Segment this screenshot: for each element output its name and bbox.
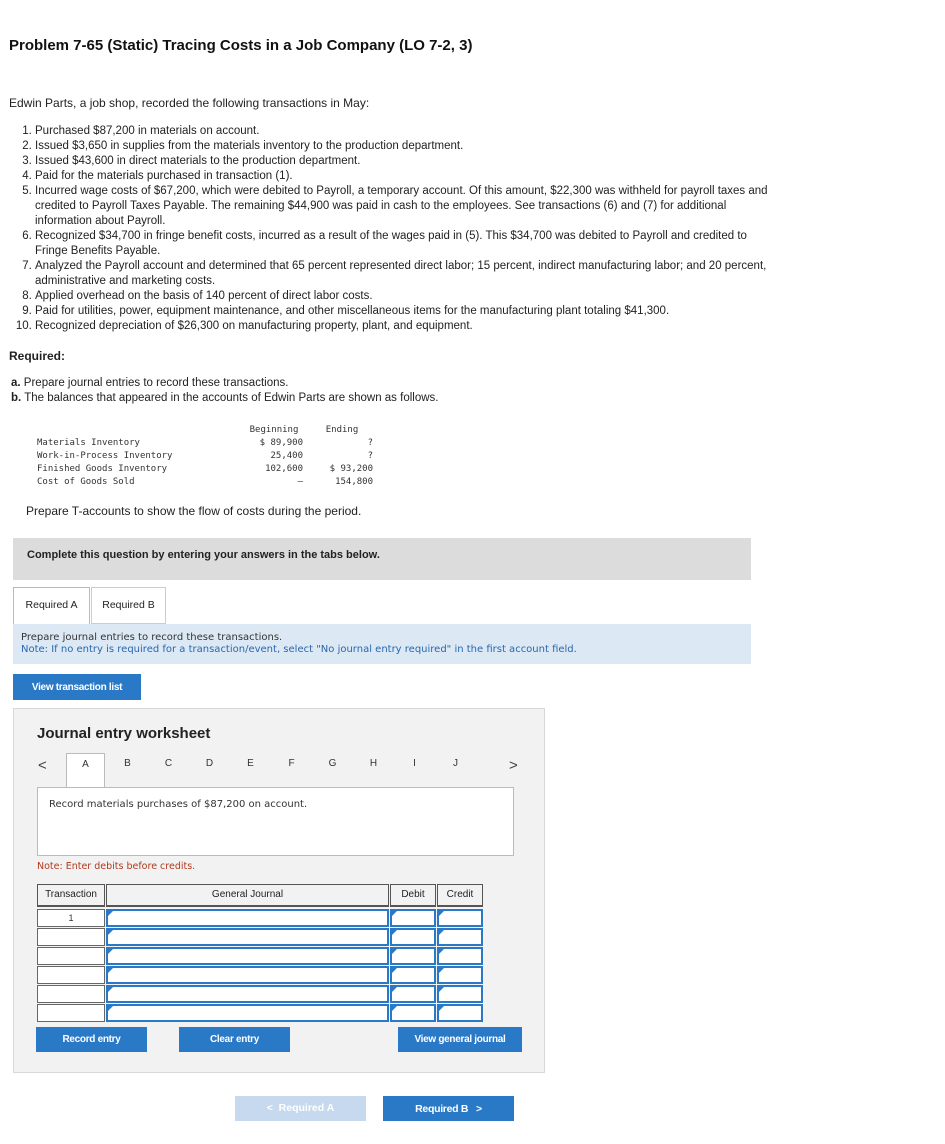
next-entry-icon[interactable]: >	[509, 757, 518, 774]
balance-account: Finished Goods Inventory	[37, 463, 168, 474]
requirement-a-text: Prepare journal entries to record these transactions.	[23, 377, 289, 389]
chevron-right-icon: >	[476, 1102, 482, 1115]
problem-title: Problem 7-65 (Static) Tracing Costs in a Job Company (LO 7-2, 3)	[9, 37, 473, 54]
view-transaction-list-button[interactable]: View transaction list	[13, 674, 141, 700]
debit-input[interactable]	[390, 947, 436, 965]
account-select[interactable]	[106, 1004, 389, 1022]
worksheet-title: Journal entry worksheet	[37, 725, 211, 742]
view-general-journal-button[interactable]: View general journal	[398, 1027, 522, 1052]
balance-row	[33, 436, 377, 449]
transaction-item: 5. Incurred wage costs of $67,200, which were debited to Payroll, a temporary account. Of this amount, $22,300 was withheld for payroll taxes and credited to Payroll Taxes Payable. The remaining $44,900 was paid in cash to the employees. See transactions (6) and (7) for additional information about Payroll.	[35, 184, 775, 229]
required-heading: Required:	[9, 349, 66, 363]
requirement-b	[11, 392, 438, 404]
balance-row	[33, 449, 377, 462]
chevron-left-icon: <	[266, 1102, 273, 1114]
transaction-number	[37, 985, 105, 1003]
account-select[interactable]	[106, 928, 389, 946]
journal-worksheet	[13, 708, 545, 1073]
credit-input[interactable]	[437, 909, 483, 927]
taccounts-text: Prepare T-accounts to show the flow of costs during the period.	[26, 504, 362, 518]
instructions-bar	[13, 538, 751, 580]
clear-entry-button[interactable]: Clear entry	[179, 1027, 290, 1052]
transaction-number	[37, 928, 105, 946]
balance-beginning: 25,400	[270, 450, 303, 461]
account-select[interactable]	[106, 985, 389, 1003]
entry-tab-f[interactable]: F	[288, 758, 295, 769]
tab-required-a[interactable]: Required A	[13, 587, 90, 624]
col-beginning: Beginning	[249, 424, 299, 435]
requirement-a-label: a.	[11, 377, 21, 389]
transaction-number	[37, 966, 105, 984]
balance-account: Cost of Goods Sold	[37, 476, 135, 487]
balance-ending: ?	[367, 450, 373, 461]
transaction-item: 3. Issued $43,600 in direct materials to the production department.	[35, 154, 775, 169]
account-select[interactable]	[106, 966, 389, 984]
entry-tab-j[interactable]: J	[453, 758, 458, 769]
transaction-item: 2. Issued $3,650 in supplies from the materials inventory to the production department.	[35, 139, 775, 154]
balance-beginning: $ 89,900	[259, 437, 303, 448]
col-ending: Ending	[325, 424, 359, 435]
credit-input[interactable]	[437, 928, 483, 946]
balance-beginning: –	[297, 476, 303, 487]
entry-tab-a[interactable]: A	[66, 753, 105, 788]
transaction-item: 8. Applied overhead on the basis of 140 percent of direct labor costs.	[35, 289, 775, 304]
header-general-journal: General Journal	[106, 884, 389, 907]
transaction-number: 1	[37, 909, 105, 927]
next-required-b-label: Required B	[415, 1102, 469, 1115]
entry-letter-tabs	[64, 753, 476, 788]
header-credit: Credit	[437, 884, 483, 907]
transaction-item: 1. Purchased $87,200 in materials on account.	[35, 124, 775, 139]
entry-tab-g[interactable]: G	[328, 758, 337, 769]
header-debit: Debit	[390, 884, 436, 907]
debits-note: Note: Enter debits before credits.	[37, 861, 196, 872]
balance-row	[33, 475, 377, 488]
tab-required-b[interactable]: Required B	[91, 587, 166, 624]
account-select[interactable]	[106, 947, 389, 965]
debit-input[interactable]	[390, 909, 436, 927]
credit-input[interactable]	[437, 1004, 483, 1022]
header-transaction: Transaction	[37, 884, 105, 907]
balance-account: Work-in-Process Inventory	[37, 450, 173, 461]
balances-table	[33, 423, 377, 488]
transaction-number	[37, 947, 105, 965]
balance-ending: 154,800	[335, 476, 373, 487]
prev-required-a-button[interactable]	[235, 1096, 366, 1121]
transactions-list	[9, 124, 775, 334]
requirement-a	[11, 377, 288, 389]
entry-description-box	[37, 787, 514, 856]
entry-tab-i[interactable]: I	[413, 758, 416, 769]
credit-input[interactable]	[437, 966, 483, 984]
transaction-item: 6. Recognized $34,700 in fringe benefit costs, incurred as a result of the wages paid in (5). This $34,700 was debited to Payroll and credited to Fringe Benefits Payable.	[35, 229, 775, 259]
balance-beginning: 102,600	[265, 463, 303, 474]
prev-required-a-label: Required A	[278, 1102, 335, 1114]
account-select[interactable]	[106, 909, 389, 927]
entry-tab-h[interactable]: H	[369, 758, 378, 769]
info-line: Prepare journal entries to record these transactions.	[21, 632, 283, 643]
transaction-item: 9. Paid for utilities, power, equipment maintenance, and other miscellaneous items for the manufacturing plant totaling $41,300.	[35, 304, 775, 319]
balance-ending: ?	[367, 437, 373, 448]
entry-tab-c[interactable]: C	[164, 758, 173, 769]
balance-row	[33, 462, 377, 475]
debit-input[interactable]	[390, 928, 436, 946]
debit-input[interactable]	[390, 985, 436, 1003]
credit-input[interactable]	[437, 985, 483, 1003]
transaction-item: 10. Recognized depreciation of $26,300 on manufacturing property, plant, and equipment.	[35, 319, 775, 334]
entry-tab-b[interactable]: B	[124, 758, 131, 769]
debit-input[interactable]	[390, 1004, 436, 1022]
debit-input[interactable]	[390, 966, 436, 984]
info-panel	[13, 624, 751, 664]
entry-description: Record materials purchases of $87,200 on account.	[49, 799, 308, 810]
next-required-b-button[interactable]	[383, 1096, 514, 1121]
balance-ending: $ 93,200	[329, 463, 373, 474]
info-note: Note: If no entry is required for a transaction/event, select "No journal entry required" in the first account field.	[21, 644, 577, 655]
transaction-item: 7. Analyzed the Payroll account and determined that 65 percent represented direct labor; 15 percent, indirect manufacturing labor; and 20 percent, administrative and marketing costs.	[35, 259, 775, 289]
requirement-b-text: The balances that appeared in the accounts of Edwin Parts are shown as follows.	[24, 392, 439, 404]
problem-intro: Edwin Parts, a job shop, recorded the following transactions in May:	[9, 96, 370, 110]
prev-entry-icon[interactable]: <	[38, 757, 47, 774]
entry-tab-e[interactable]: E	[247, 758, 254, 769]
credit-input[interactable]	[437, 947, 483, 965]
transaction-number	[37, 1004, 105, 1022]
transaction-item: 4. Paid for the materials purchased in transaction (1).	[35, 169, 775, 184]
requirement-b-label: b.	[11, 392, 22, 404]
record-entry-button[interactable]: Record entry	[36, 1027, 147, 1052]
entry-tab-d[interactable]: D	[205, 758, 214, 769]
balance-account: Materials Inventory	[37, 437, 140, 448]
instructions-text: Complete this question by entering your answers in the tabs below.	[27, 549, 380, 561]
